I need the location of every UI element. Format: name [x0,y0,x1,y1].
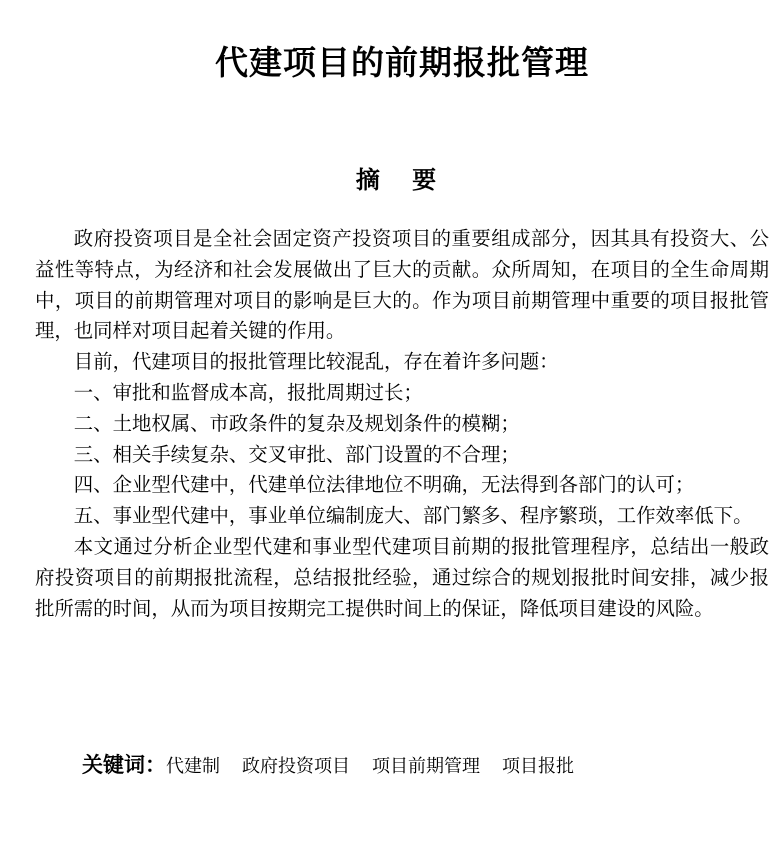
keyword: 项目前期管理 [372,756,480,777]
keyword: 政府投资项目 [242,756,350,777]
keywords-label: 关键词： [82,753,166,777]
keyword: 项目报批 [502,756,574,777]
abstract-paragraph: 目前，代建项目的报批管理比较混乱，存在着许多问题： [73,350,559,374]
abstract-body [35,224,769,624]
abstract-paragraph: 二、土地权属、市政条件的复杂及规划条件的模糊； [73,411,520,435]
abstract-paragraph: 一、审批和监督成本高，报批周期过长； [73,380,423,404]
document-title: 代建项目的前期报批管理 [215,43,589,82]
abstract-paragraph: 本文通过分析企业型代建和事业型代建项目前期的报批管理程序，总结出一般政府投资项目的前期报批流程，总结报批经验，通过综合的规划报批时间安排，减少报批所需的时间，从而为项目按期完工提供时间上的保证，降低项目建设的风险。 [35,534,769,620]
keyword: 代建制 [166,756,220,777]
keywords-line [82,748,772,784]
abstract-paragraph: 五、事业型代建中，事业单位编制庞大、部门繁多、程序繁琐，工作效率低下。 [73,504,753,528]
abstract-heading: 摘 要 [355,166,449,194]
abstract-paragraph: 四、企业型代建中，代建单位法律地位不明确，无法得到各部门的认可； [73,473,695,497]
abstract-paragraph: 政府投资项目是全社会固定资产投资项目的重要组成部分，因其具有投资大、公益性等特点，为经济和社会发展做出了巨大的贡献。众所周知，在项目的全生命周期中，项目的前期管理对项目的影响是巨大的。作为项目前期管理中重要的项目报批管理，也同样对项目起着关键的作用。 [35,227,769,343]
abstract-paragraph: 三、相关手续复杂、交叉审批、部门设置的不合理； [73,442,520,466]
